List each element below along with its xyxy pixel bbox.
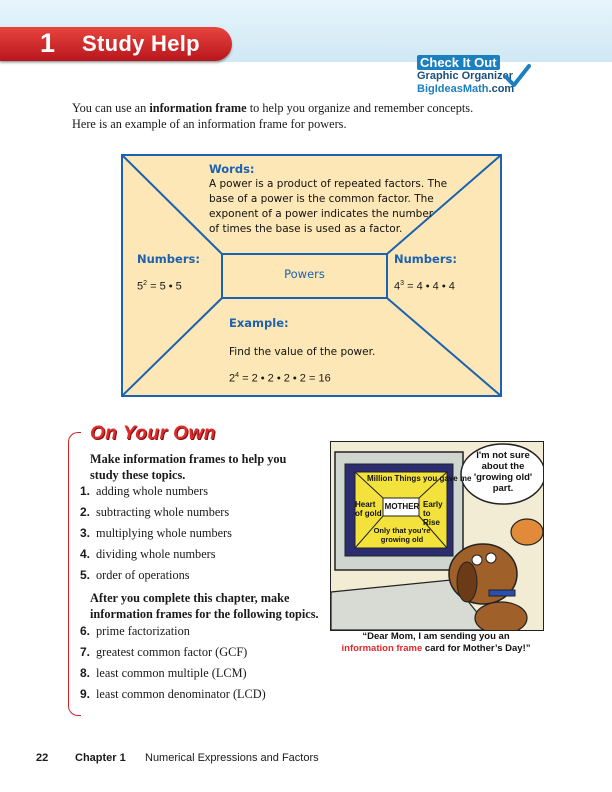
intro-2-line: information frames for the following topics. — [90, 607, 319, 621]
item-text: prime factorization — [96, 624, 190, 638]
center-label: Powers — [284, 267, 325, 281]
list-item — [72, 545, 322, 566]
words-line: A power is a product of repeated factors. The — [209, 178, 448, 190]
intro-text-3: Here is an example of an information frame for powers. — [72, 117, 347, 131]
list-item — [72, 482, 322, 503]
badge-site-name: BigIdeasMath — [417, 83, 489, 95]
on-your-own-intro-1 — [90, 451, 320, 483]
item-number: 8. — [79, 666, 90, 680]
list-item — [72, 524, 322, 545]
topic-list-1 — [72, 482, 322, 587]
item-text: least common denominator (LCD) — [96, 687, 266, 701]
intro-1-line: study these topics. — [90, 468, 186, 482]
page-number: 22 — [36, 752, 49, 764]
footer-chapter-title: Numerical Expressions and Factors — [145, 752, 319, 764]
numbers-left-heading: Numbers: — [137, 252, 200, 266]
item-text: order of operations — [96, 568, 190, 582]
example-exponent: 4 — [235, 372, 240, 379]
speech-bubble-text — [463, 450, 543, 494]
screen-center-text: MOTHER — [384, 502, 420, 511]
item-text: adding whole numbers — [96, 484, 209, 498]
list-item — [72, 622, 322, 643]
numbers-right-heading: Numbers: — [394, 252, 457, 266]
numbers-right-exponent: 3 — [400, 280, 405, 287]
caption-rest: card for Mother’s Day!” — [422, 643, 531, 654]
item-number: 5. — [79, 568, 90, 582]
screen-bottom-text: Only that you're growing old — [373, 526, 431, 544]
item-number: 3. — [79, 526, 90, 540]
item-text: subtracting whole numbers — [96, 505, 230, 519]
item-number: 1. — [79, 484, 90, 498]
numbers-left-exponent: 2 — [143, 280, 148, 287]
intro-text-1: You can use an — [72, 101, 150, 115]
item-text: greatest common factor (GCF) — [96, 645, 248, 659]
example-heading: Example: — [229, 316, 289, 330]
caption-line-1: “Dear Mom, I am sending you an — [362, 631, 510, 642]
badge-site — [417, 83, 514, 95]
intro-2-line: After you complete this chapter, make — [90, 591, 290, 605]
numbers-right-product: = 4 • 4 • 4 — [404, 280, 455, 293]
checkmark-icon — [503, 63, 531, 91]
speech-line: I'm not sure — [476, 450, 530, 461]
numbers-right-base: 4 — [394, 280, 401, 293]
chapter-number: 1 — [40, 28, 56, 58]
item-text: least common multiple (LCM) — [96, 666, 247, 680]
example-product: = 2 • 2 • 2 • 2 = 16 — [239, 372, 331, 385]
item-number: 9. — [79, 687, 90, 701]
cartoon-illustration — [330, 441, 544, 631]
on-your-own-title: On Your Own — [90, 423, 216, 444]
caption-highlight: information frame — [341, 643, 423, 654]
caption-line-2 — [324, 643, 548, 655]
badge-title: Check It Out — [417, 55, 500, 70]
numbers-left-base: 5 — [137, 280, 144, 293]
list-item — [72, 664, 322, 685]
badge-site-suffix: .com — [488, 83, 515, 95]
item-number: 7. — [79, 645, 90, 659]
item-text: dividing whole numbers — [96, 547, 216, 561]
words-line: exponent of a power indicates the number — [209, 208, 434, 220]
topic-list-2 — [72, 622, 322, 706]
badge-subtitle: Graphic Organizer — [417, 70, 513, 82]
intro-bold-term: information frame — [149, 101, 247, 115]
list-item — [72, 503, 322, 524]
numbers-right-example — [394, 280, 455, 293]
screen-left-text: Heart of gold — [355, 500, 382, 518]
item-number: 6. — [79, 624, 90, 638]
list-item — [72, 566, 322, 587]
information-frame — [121, 154, 502, 397]
speech-line: about the — [481, 461, 525, 472]
cartoon-caption — [324, 631, 548, 655]
screen-right-text: Early to Rise — [423, 500, 443, 527]
list-item — [72, 685, 322, 706]
footer-chapter-label: Chapter 1 — [75, 752, 126, 764]
example-prompt: Find the value of the power. — [229, 346, 376, 358]
example-solution — [229, 372, 331, 385]
example-base: 2 — [229, 372, 236, 385]
speech-line: 'growing old' — [473, 472, 533, 483]
list-item — [72, 643, 322, 664]
item-number: 4. — [79, 547, 90, 561]
item-text: multiplying whole numbers — [96, 526, 232, 540]
intro-text-2: to help you organize and remember concepts. — [246, 101, 474, 115]
words-line: of times the base is used as a factor. — [209, 223, 403, 235]
section-title: Study Help — [82, 31, 200, 56]
speech-line: part. — [492, 483, 514, 494]
on-your-own-intro-2 — [90, 590, 330, 622]
numbers-left-product: = 5 • 5 — [147, 280, 182, 293]
check-it-out-badge[interactable] — [417, 55, 535, 96]
item-number: 2. — [79, 505, 90, 519]
numbers-left-example — [137, 280, 182, 293]
words-definition — [209, 177, 494, 237]
words-heading: Words: — [209, 162, 255, 176]
intro-1-line: Make information frames to help you — [90, 452, 287, 466]
words-line: base of a power is the common factor. The — [209, 193, 434, 205]
screen-top-text: Million Things you gave me — [367, 474, 472, 483]
intro-paragraph — [72, 100, 532, 132]
